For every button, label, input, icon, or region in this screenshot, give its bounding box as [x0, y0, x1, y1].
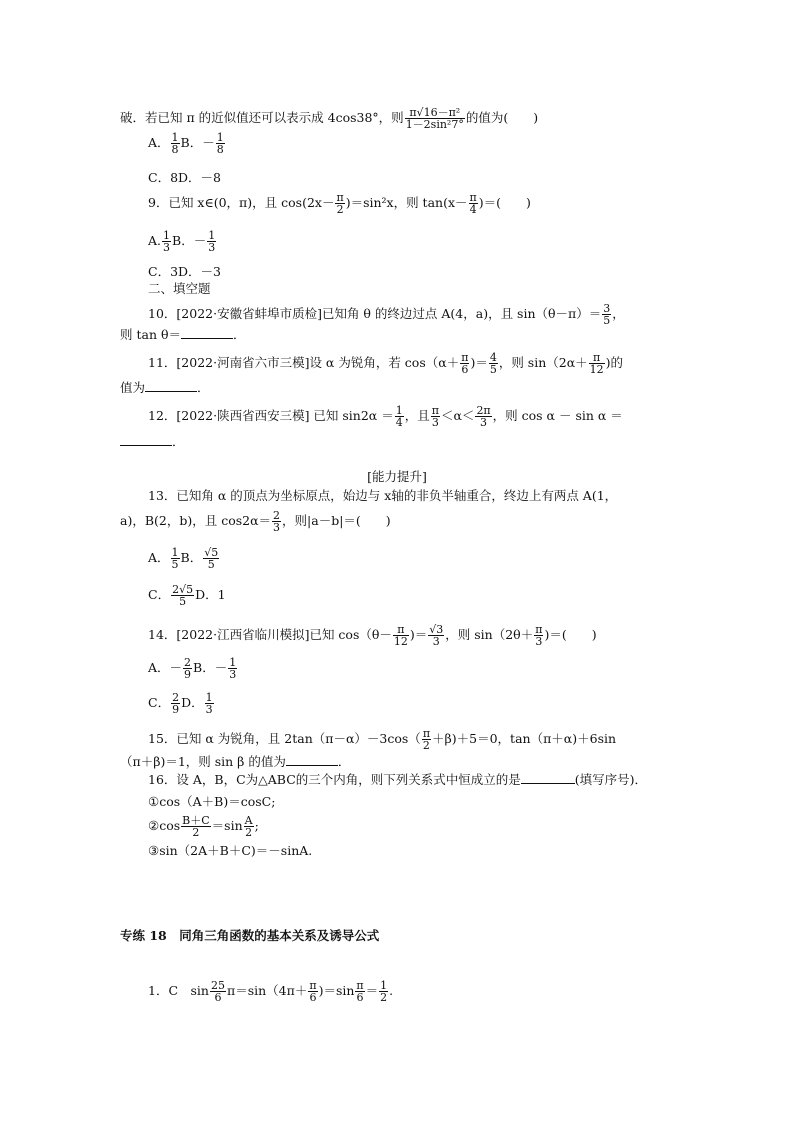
answer1-f1-den: 6 [210, 991, 226, 1003]
q14-opt-d-num: 1 [205, 691, 213, 704]
q13-opt-b-frac [203, 547, 219, 570]
q9-options-ab [148, 230, 217, 253]
q-prev-text-b: 的值为( ) [465, 110, 539, 125]
q13-f-den: 3 [273, 521, 281, 534]
q13-line1: 13．已知角 α 的顶点为坐标原点，始边与 x轴的非负半轴重合，终边上有两点 A(1， [148, 488, 618, 503]
q-prev-text-a: 破．若已知 π 的近似值还可以表示成 4cos38°，则 [120, 110, 404, 125]
q13-opt-a-label: A． [148, 550, 170, 565]
q11-text-c: ，则 sin（2α＋ [498, 355, 588, 370]
q15-line2-text: （π＋β)＝1，则 sin β 的值为 [120, 754, 286, 769]
q-prev-opt-a-den: 8 [171, 143, 179, 156]
q9-opt-a-den: 3 [163, 241, 171, 254]
q14-options-cd [148, 692, 215, 715]
q16-item2-num2: A [244, 814, 253, 827]
q13-opt-d: D．1 [195, 587, 226, 602]
q13-options-cd [148, 584, 226, 607]
answer1-mid2: )＝sin [318, 983, 355, 998]
q9-f1-num: π [336, 191, 344, 204]
q13-options-ab [148, 547, 220, 570]
q13-opt-b-label: B． [180, 550, 203, 565]
q16-item2 [148, 815, 259, 838]
q11-text-a: 11．[2022·河南省六市三模]设 α 为锐角，若 cos（α＋ [148, 355, 460, 370]
q-prev-frac-den: 1－2sin²7° [405, 118, 464, 131]
q12-text-d: ，则 cos α － sin α ＝ [492, 408, 623, 423]
q-prev-stem [120, 107, 538, 130]
q12-line2: ． [120, 434, 185, 450]
section-ability-heading: [能力提升] [367, 469, 427, 484]
q11-frac-1 [460, 352, 469, 375]
answer1-mid1: π＝sin（4π＋ [226, 983, 308, 998]
q14-f1-num: π [397, 623, 405, 636]
q12-f3-den: 3 [475, 416, 491, 428]
q9-f2-den: 4 [469, 203, 477, 216]
q12-f2-den: 3 [431, 416, 439, 429]
q12-text-c: ＜α＜ [440, 408, 475, 423]
q-prev-fraction [405, 107, 465, 130]
q-prev-opt-b-den: 8 [216, 143, 224, 156]
answer1-frac-2 [308, 980, 317, 1003]
q16-text: 16．设 A，B，C为△ABC的三个内角，则下列关系式中恒成立的是 [148, 772, 521, 787]
q12-f1-den: 4 [395, 416, 403, 429]
q14-opt-c-frac [171, 692, 180, 715]
q14-stem [148, 624, 597, 647]
q14-opt-a-den: 9 [184, 668, 192, 681]
q10-f-den: 5 [603, 314, 611, 327]
answer1-f3-num: π [356, 979, 364, 992]
q9-frac-2 [469, 192, 478, 215]
q-prev-opt-a-num: 1 [171, 131, 179, 144]
answer1-f4-den: 2 [380, 991, 388, 1004]
q16-item3: ③sin（2A＋B＋C)＝－sinA. [148, 843, 313, 858]
q13-line2 [120, 510, 391, 533]
q9-f2-num: π [469, 191, 477, 204]
answer1-end: . [389, 983, 394, 998]
q15-frac [422, 728, 431, 751]
q10-stem [148, 303, 625, 326]
q9-opt-a-num: 1 [163, 229, 171, 242]
q12-f3-num: 2π [476, 404, 491, 417]
q12-frac-3 [475, 405, 491, 428]
q16-item2-end: ; [254, 818, 259, 833]
q11-frac-2 [489, 352, 498, 375]
q9-stem [148, 192, 531, 215]
q9-text-b: )＝sin²x，则 tan(x－ [345, 195, 468, 210]
q14-text-c: ，则 sin（2θ＋ [445, 627, 534, 642]
answer1-pre: 1．C sin [148, 983, 209, 998]
q15-text-b: ＋β)＋5＝0，tan（π＋α)＋6sin [432, 731, 617, 746]
q-prev-opt-b-frac [216, 132, 225, 155]
q15-f-num: π [422, 727, 431, 740]
q11-text-b: )＝ [470, 355, 488, 370]
q11-stem [148, 352, 623, 375]
q13-opt-a-frac [171, 547, 180, 570]
q11-f3-num: π [593, 351, 601, 364]
q11-f1-num: π [461, 351, 469, 364]
answer1-frac-4 [379, 980, 388, 1003]
section-fill-heading: 二、填空题 [148, 281, 211, 296]
q9-opt-b-label: B．－ [172, 233, 207, 248]
q14-opt-a-label: A．－ [148, 660, 183, 675]
q9-text-c: )＝( ) [478, 195, 531, 210]
q13-text-b: ，则|a－b|＝( ) [282, 513, 391, 528]
q14-text-b: )＝ [409, 627, 428, 642]
q14-frac-1 [393, 624, 409, 647]
q11-f2-num: 4 [489, 351, 497, 364]
q14-text-a: 14．[2022·江西省临川模拟]已知 cos（θ－ [148, 627, 392, 642]
q12-f2-num: π [431, 404, 439, 417]
q13-opt-b-num: √5 [204, 546, 219, 559]
q11-line2-text: 值为 [120, 380, 146, 395]
answer1-frac-1 [210, 980, 226, 1003]
q9-opt-b-frac [207, 230, 216, 253]
q11-line2: 值为 ． [120, 380, 210, 395]
q15-text-a: 15．已知 α 为锐角，且 2tan（π－α）－3cos（ [148, 731, 421, 746]
answer-section-title: 专练 18 同角三角函数的基本关系及诱导公式 [120, 928, 380, 943]
q-prev-opt-a-frac [171, 132, 180, 155]
q14-opt-b-frac [228, 657, 237, 680]
q16-item2-den2: 2 [245, 826, 253, 839]
q14-f3-num: π [535, 623, 543, 636]
q14-opt-c-label: C． [148, 695, 171, 710]
q12-frac-1 [395, 405, 404, 428]
q11-f1-den: 6 [461, 363, 469, 376]
q11-frac-3 [589, 352, 605, 375]
q9-text-a: 9．已知 x∈(0，π)，且 cos(2x－ [148, 195, 335, 210]
q13-frac [272, 510, 281, 533]
q13-opt-b-den: 5 [203, 558, 219, 570]
q9-f1-den: 2 [336, 203, 344, 216]
q10-line2: 则 tan θ＝ ． [120, 327, 246, 342]
q13-opt-c-frac [171, 584, 194, 607]
q12-answer-blank[interactable] [120, 444, 172, 446]
q11-answer-blank[interactable] [145, 390, 197, 392]
q-prev-frac-num: π√16－π² [409, 106, 461, 119]
q16-item2-den1: 2 [181, 826, 211, 838]
q9-options-cd: C．3D．－3 [148, 264, 221, 279]
q15-f-den: 2 [422, 739, 430, 752]
q-prev-opt-a-label: A． [148, 135, 170, 150]
q14-frac-2 [428, 624, 444, 647]
q14-text-d: )＝( ) [544, 627, 597, 642]
q16-item2-mid: ＝sin [211, 818, 243, 833]
q14-opt-b-label: B．－ [193, 660, 228, 675]
q11-text-d: )的 [605, 355, 624, 370]
answer1-f2-den: 6 [309, 991, 317, 1004]
q16-item2-pre: ②cos [148, 818, 181, 833]
answer1-f4-num: 1 [380, 979, 388, 992]
q12-text-a: 12．[2022·陕西省西安三模] 已知 sin2α ＝ [148, 408, 394, 423]
answer1-frac-3 [355, 980, 364, 1003]
q10-answer-blank[interactable] [181, 337, 233, 339]
q14-opt-a-num: 2 [184, 656, 192, 669]
q-prev-opt-b-label: B．－ [180, 135, 215, 150]
q9-opt-b-num: 1 [208, 229, 216, 242]
q9-frac-1 [335, 192, 344, 215]
q15-line2: （π＋β)＝1，则 sin β 的值为 ． [120, 754, 351, 769]
q13-text-a: a)，B(2，b)，且 cos2α＝ [120, 513, 272, 528]
q13-opt-a-den: 5 [171, 558, 179, 571]
q11-f3-den: 12 [589, 363, 604, 376]
q-prev-options-cd: C．8D．－8 [148, 170, 221, 185]
q9-opt-b-den: 3 [208, 241, 216, 254]
q12-frac-2 [431, 405, 440, 428]
q13-opt-a-num: 1 [171, 546, 179, 559]
q14-f2-den: 3 [428, 635, 444, 647]
answer1-mid3: ＝ [365, 983, 379, 998]
answer1-f3-den: 6 [356, 991, 364, 1004]
q14-options-ab [148, 657, 238, 680]
q16-item2-num1: B＋C [182, 814, 210, 827]
q10-text-a: 10．[2022·安徽省蚌埠市质检]已知角 θ 的终边过点 A(4，a)，且 sin（θ－π）＝ [148, 306, 602, 321]
q12-text-b: ，且 [404, 408, 430, 423]
q16-item2-frac-1 [181, 815, 211, 838]
q10-frac [602, 303, 611, 326]
q13-f-num: 2 [273, 509, 281, 522]
q16-stem [148, 772, 647, 788]
answer1-f1-num: 25 [210, 979, 225, 992]
q11-f2-den: 5 [489, 363, 497, 376]
q16-item2-frac-2 [244, 815, 254, 838]
q15-stem [148, 728, 616, 751]
q15-answer-blank[interactable] [286, 764, 338, 766]
q10-text-end: ， [612, 306, 625, 321]
q-prev-opt-b-num: 1 [216, 131, 224, 144]
q13-opt-c-num: 2√5 [172, 583, 194, 596]
answer-1 [148, 980, 393, 1003]
q16-text-end: (填写序号)． [574, 772, 648, 787]
q14-opt-d-den: 3 [205, 703, 213, 716]
q14-opt-d-frac [205, 692, 214, 715]
q12-f1-num: 1 [395, 404, 403, 417]
q10-f-num: 3 [603, 302, 611, 315]
q14-f1-den: 12 [393, 635, 408, 648]
q14-f3-den: 3 [535, 635, 543, 648]
q9-opt-a-label: A. [148, 233, 162, 248]
q-prev-options-ab [148, 132, 226, 155]
q14-opt-c-num: 2 [172, 691, 180, 704]
answer1-f2-num: π [309, 979, 317, 992]
q14-f2-num: √3 [429, 623, 444, 636]
q14-frac-3 [534, 624, 543, 647]
q14-opt-d-label: D． [181, 695, 204, 710]
q13-opt-c-label: C． [148, 587, 171, 602]
q14-opt-b-num: 1 [229, 656, 237, 669]
q12-stem [148, 405, 623, 428]
q16-answer-blank[interactable] [521, 782, 575, 784]
q14-opt-c-den: 9 [172, 703, 180, 716]
q16-item1: ①cos（A＋B)＝cosC; [148, 794, 276, 809]
q9-opt-a-frac [162, 230, 171, 253]
q14-opt-a-frac [183, 657, 192, 680]
q14-opt-b-den: 3 [229, 668, 237, 681]
q13-opt-c-den: 5 [171, 595, 194, 607]
q10-line2-text: 则 tan θ＝ [120, 327, 181, 342]
